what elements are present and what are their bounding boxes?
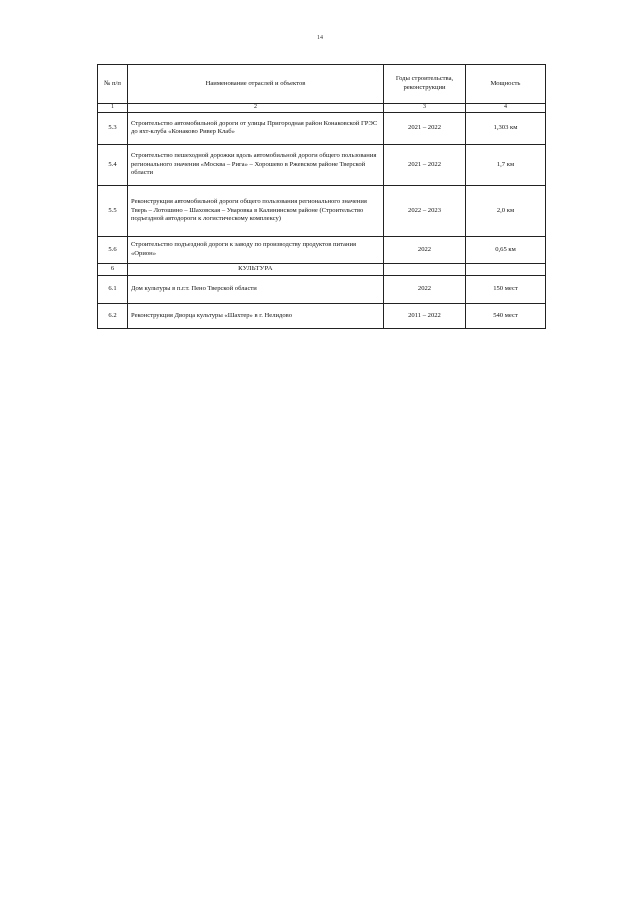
section-num: 6	[98, 263, 128, 275]
table-row	[98, 112, 546, 144]
column-number: 4	[466, 104, 546, 113]
row-num: 6.2	[98, 303, 128, 328]
row-num: 6.1	[98, 275, 128, 303]
row-capacity: 150 мест	[466, 275, 546, 303]
row-num: 5.5	[98, 185, 128, 236]
row-years: 2022	[384, 275, 466, 303]
section-empty-cell	[466, 263, 546, 275]
table-row	[98, 236, 546, 263]
row-capacity: 1,303 км	[466, 112, 546, 144]
row-name: Строительство пешеходной дорожки вдоль автомобильной дороги общего пользования регионального значения «Москва – Рига» – Хорошево в Ржевском районе Тверской области	[128, 144, 384, 185]
column-number-row	[98, 104, 546, 113]
row-name: Строительство автомобильной дороги от улицы Пригородная район Конаковской ГРЭС до яхт-клуба «Конаково Ривер Клаб»	[128, 112, 384, 144]
column-number: 2	[128, 104, 384, 113]
row-name: Строительство подъездной дороги к заводу по производству продуктов питания «Орион»	[128, 236, 384, 263]
header-name: Наименование отраслей и объектов	[128, 65, 384, 104]
section-title: КУЛЬТУРА	[128, 263, 384, 275]
row-num: 5.6	[98, 236, 128, 263]
row-name: Реконструкция Дворца культуры «Шахтер» в г. Нелидово	[128, 303, 384, 328]
row-name: Реконструкция автомобильной дороги общего пользования регионального значения Тверь – Лотошино – Шаховская – Уваровка в Калининском районе (Строительство подъездной автодороги к логистическому комплексу)	[128, 185, 384, 236]
table-row	[98, 275, 546, 303]
row-capacity: 540 мест	[466, 303, 546, 328]
table-row	[98, 144, 546, 185]
page-number: 14	[317, 35, 323, 41]
column-number: 3	[384, 104, 466, 113]
objects-table	[97, 64, 546, 329]
row-years: 2022	[384, 236, 466, 263]
section-row-culture	[98, 263, 546, 275]
row-years: 2022 – 2023	[384, 185, 466, 236]
row-num: 5.4	[98, 144, 128, 185]
row-years: 2021 – 2022	[384, 144, 466, 185]
row-capacity: 2,0 км	[466, 185, 546, 236]
row-capacity: 1,7 км	[466, 144, 546, 185]
header-years: Годы строительства, реконструкции	[384, 65, 466, 104]
table-row	[98, 185, 546, 236]
table-header-row	[98, 65, 546, 104]
row-name: Дом культуры в п.г.т. Пено Тверской области	[128, 275, 384, 303]
row-capacity: 0,65 км	[466, 236, 546, 263]
section-empty-cell	[384, 263, 466, 275]
header-capacity: Мощность	[466, 65, 546, 104]
row-num: 5.3	[98, 112, 128, 144]
table-row	[98, 303, 546, 328]
row-years: 2021 – 2022	[384, 112, 466, 144]
row-years: 2011 – 2022	[384, 303, 466, 328]
header-num: № п/п	[98, 65, 128, 104]
column-number: 1	[98, 104, 128, 113]
